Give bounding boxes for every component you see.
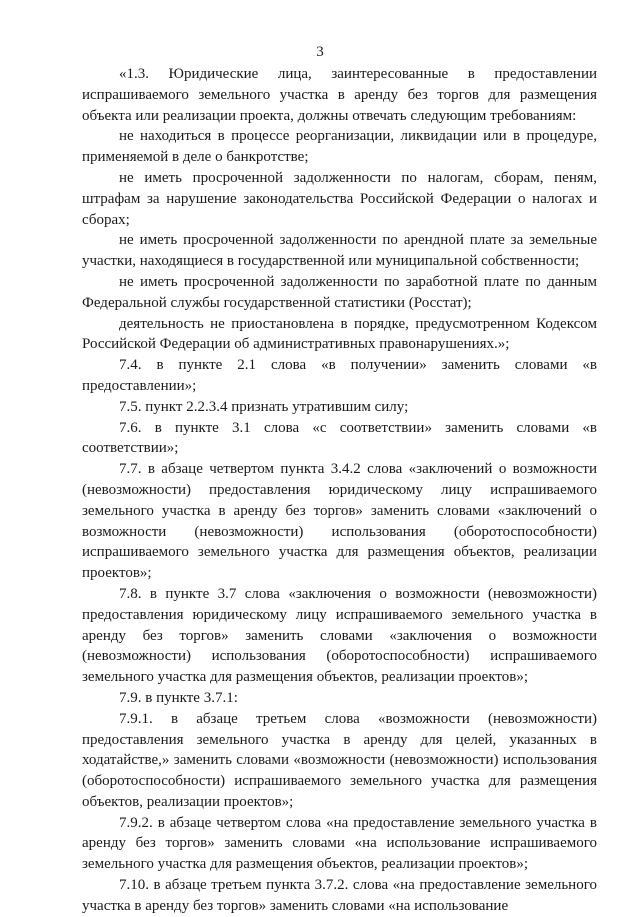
paragraph-7-5: 7.5. пункт 2.2.3.4 признать утратившим силу; [119, 398, 409, 415]
paragraph-7-9-1: 7.9.1. в абзаце третьем слова «возможности (невозможности) предоставления земельного участка в аренду для целей, указанных в ходатайстве,» заменить словами «возможности (невозможности) использования (оборотоспособности) испрашиваемого земельного участка для размещения объектов, реализации проектов»; [82, 710, 597, 810]
paragraph-7-9-2: 7.9.2. в абзаце четвертом слова «на предоставление земельного участка в аренду без торгов» заменить словами «на использование испрашиваемого земельного участка для размещения объектов, реализации проектов»; [82, 814, 597, 873]
paragraph-requirement-no-tax-debt: не иметь просроченной задолженности по налогам, сборам, пеням, штрафам за нарушение законодательства Российской Федерации о налогах и сборах; [82, 169, 597, 228]
paragraph-7-4: 7.4. в пункте 2.1 слова «в получении» заменить словами «в предоставлении»; [82, 357, 597, 394]
paragraph-7-8: 7.8. в пункте 3.7 слова «заключения о возможности (невозможности) предоставления юридическому лицу испрашиваемого земельного участка в аренду без торгов» заменить словами «заключения о возможности (невозможности) использования (оборотоспособности) испрашиваемого земельного участка для размещения объектов, реализации проектов»; [82, 585, 597, 686]
paragraph-requirement-activity-not-suspended: деятельность не приостановлена в порядке, предусмотренном Кодексом Российской Федерации об административных правонарушениях.»; [82, 315, 597, 353]
page-number: 3 [316, 44, 324, 60]
document-body [82, 64, 597, 917]
paragraph-7-6: 7.6. в пункте 3.1 слова «с соответствии» заменить словами «в соответствии»; [82, 419, 597, 457]
paragraph-7-9: 7.9. в пункте 3.7.1: [119, 689, 238, 706]
paragraph-requirement-no-rent-debt: не иметь просроченной задолженности по арендной плате за земельные участки, находящиеся в государственной или муниципальной собственности; [82, 232, 597, 270]
paragraph-7-7: 7.7. в абзаце четвертом пункта 3.4.2 слова «заключений о возможности (невозможности) предоставления юридическому лицу испрашиваемого земельного участка в аренду без торгов» заменить словами «заключений о возможности (невозможности) использования (оборотоспособности) испрашиваемого земельного участка для размещения объектов, реализации проектов»; [82, 461, 597, 582]
paragraph-7-10: 7.10. в абзаце третьем пункта 3.7.2. слова «на предоставление земельного участка в аренду без торгов» заменить словами «на использование [82, 877, 597, 914]
paragraph-requirement-no-reorganization: не находиться в процессе реорганизации, ликвидации или в процедуре, применяемой в деле о банкротстве; [82, 128, 597, 166]
paragraph-requirement-no-salary-debt: не иметь просроченной задолженности по заработной плате по данным Федеральной службы государственной статистики (Росстат); [82, 273, 597, 311]
paragraph-1-3: «1.3. Юридические лица, заинтересованные в предоставлении испрашиваемого земельного участка в аренду без торгов для размещения объекта или реализации проекта, должны отвечать следующим требованиям: [82, 66, 597, 124]
